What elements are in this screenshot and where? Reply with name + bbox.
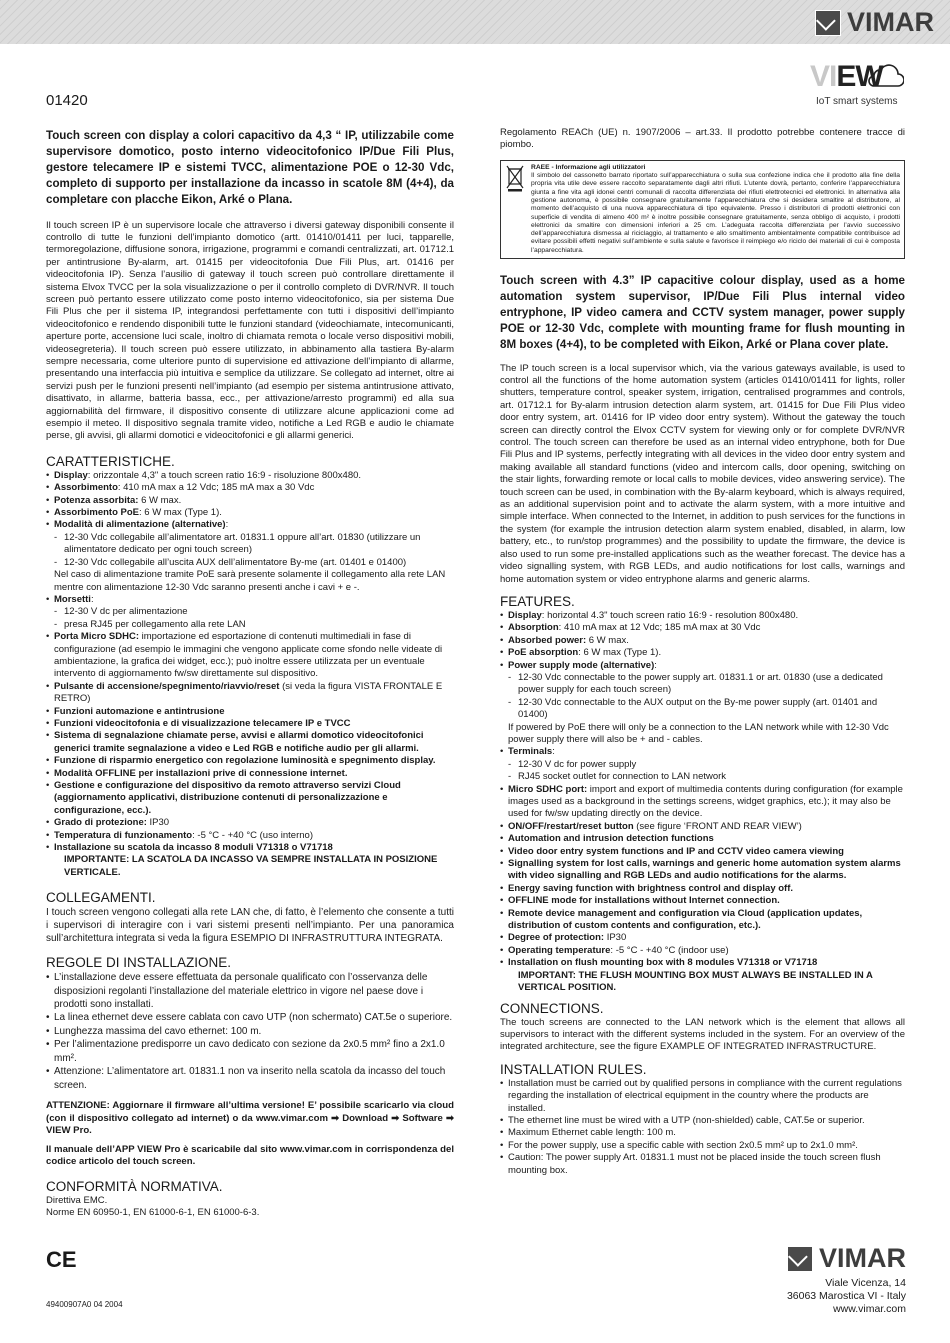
feature-label: Pulsante di accensione/spegnimento/riavvio/reset: [54, 680, 280, 692]
feature-item: [500, 784, 905, 821]
feature-text: 12-30 Vdc collegabile all’alimentatore art. 01831.1 oppure all’art. 01830 (utilizzare un alimentatore dedicato per ogni touch screen): [64, 531, 421, 556]
feature-item: [46, 830, 454, 842]
feature-item: [500, 647, 905, 659]
feature-text: : orizzontale 4,3" a touch screen ratio 16:9 - risoluzione 800x480.: [87, 469, 362, 481]
it-conformity-line: Norme EN 60950-1, EN 61000-6-1, EN 61000-6-3.: [46, 1207, 260, 1219]
rule-item: • The ethernet line must be wired with a UTP (non-shielded) cable, CAT.5e or superior.: [500, 1115, 905, 1127]
feature-text: 12-30 Vdc connectable to the AUX output on the By-me power supply (art. 01401 and 01400): [518, 696, 878, 721]
feature-text: (si veda la figura VISTA FRONTALE E RETRO): [54, 680, 443, 705]
view-tagline: IoT smart systems: [816, 96, 898, 107]
feature-item: [500, 945, 905, 957]
feature-label: Modalità OFFLINE per installazioni prive di connessione internet.: [54, 767, 348, 779]
it-connections-heading: COLLEGAMENTI.: [46, 890, 156, 906]
feature-text: 12-30 V dc for power supply: [518, 758, 637, 770]
feature-text: 6 W max.: [586, 634, 629, 646]
feature-text: : horizontal 4.3" touch screen ratio 16:9 - resolution 800x480.: [541, 609, 799, 621]
feature-item: [46, 706, 454, 718]
address-website: www.vimar.com: [833, 1303, 906, 1315]
view-logo: [810, 60, 910, 110]
feature-label: Degree of protection:: [508, 932, 605, 944]
feature-label: Potenza assorbita:: [54, 494, 139, 506]
feature-label: Energy saving function with brightness control and display off.: [508, 882, 794, 894]
feature-text: 6 W max.: [138, 494, 182, 506]
feature-text: :: [90, 593, 94, 605]
feature-label: Gestione e configurazione del dispositivo da remoto attraverso servizi Cloud (aggiornamento applicativi, distribuzione contenuti di personalizzazione e configurazione, ecc.).: [54, 780, 401, 816]
feature-label: Modalità di alimentazione (alternative): [54, 519, 226, 531]
feature-item: [46, 817, 454, 829]
ce-mark: CE: [46, 1247, 77, 1272]
feature-label: IMPORTANT: THE FLUSH MOUNTING BOX MUST ALWAYS BE INSTALLED IN A VERTICAL POSITION.: [518, 969, 873, 994]
rule-item: • Attenzione: L’alimentatore art. 01831.1 non va inserito nella scatola da incasso del touch screen.: [46, 1065, 454, 1092]
raee-title: RAEE - Informazione agli utilizzatori: [531, 163, 646, 171]
it-features-heading: CARATTERISTICHE.: [46, 453, 175, 469]
feature-label: Terminals: [508, 746, 553, 758]
feature-item: [46, 495, 454, 507]
feature-item: [46, 854, 454, 879]
feature-label: IMPORTANTE: LA SCATOLA DA INCASSO VA SEMPRE INSTALLATA IN POSIZIONE VERTICALE.: [64, 854, 438, 878]
feature-label: Morsetti: [54, 593, 91, 605]
feature-item: [46, 557, 454, 569]
feature-item: [500, 932, 905, 944]
feature-text: : 410 mA max at 12 Vdc; 185 mA max at 30 Vdc: [558, 622, 761, 634]
feature-text: (see figure ‘FRONT AND REAR VIEW’): [633, 820, 802, 832]
rule-item: • Lunghezza massima del cavo ethernet: 100 m.: [46, 1025, 454, 1038]
feature-label: Absorbed power:: [508, 634, 587, 646]
vimar-mark-icon: [787, 1246, 813, 1272]
en-title: Touch screen with 4.3” IP capacitive colour display, used as a home automation system supervisor, IP/Due Fili Plus internal video entryphone, IP video camera and CCTV system manager, power supply POE or 12-30 Vdc, complete with mounting frame for flush mounting in 8M boxes (4+4), to be completed with Eikon, Arké or Plana cover plate.: [500, 274, 905, 351]
feature-item: [46, 681, 454, 706]
feature-item: [46, 842, 454, 854]
raee-box: [500, 160, 905, 259]
crossed-bin-icon: [505, 164, 525, 192]
feature-item: [500, 635, 905, 647]
feature-item: [46, 755, 454, 767]
feature-item: [500, 746, 905, 758]
feature-item: [500, 622, 905, 634]
feature-label: Micro SDHC port:: [508, 783, 588, 795]
feature-label: Sistema di segnalazione chiamate perse, avvisi e allarmi domotico videocitofonici generici tramite segnalazione a video e Led RGB e notifiche audio per gli allarmi.: [54, 730, 424, 754]
vimar-wordmark: VIMAR: [847, 7, 934, 37]
feature-label: Operating temperature: [508, 944, 611, 956]
feature-item: [46, 730, 454, 755]
rule-item: • For the power supply, use a specific cable with section 2x0.5 mm² up to 2x1.0 mm².: [500, 1140, 905, 1152]
it-intro: Il touch screen IP è un supervisore locale che attraverso i diversi gateway disponibili consente il controllo di tutte le funzioni dell’impianto domotico (artt. 01410/01411 per luci, tapparelle, termoregolazione, diffusione sonora, irrigazione, programmi e comandi centralizzati, art. 01712.1 per antintrusione By-alarm, art. 01415 per videocitofonia Due Fili Plus, art. 01416 per videocitofonia IP). Senza l’ausilio di gateway il touch screen può controllare direttamente il sistema Elvox TVCC per la sola visualizzazione o per il controllo completo di DVR/NVR. Il touch screen può pertanto essere utilizzato come posto interno videocitofonico, sia per sistema Due Fili Plus che per il sistema IP, integrandosi perfettamente con tutti i dispositivi dell’impianto videocitofonico e rendendo disponibili tutte le funzioni standard (videochiamate, intecomunicanti, aperture porte, accensione luci scale, inoltro di chiamata remota o locale verso dispositivi mobili, videosegreteria). Il touch screen può essere utilizzato, in abbinamento alla tastiera By-alarm sempre necessaria, come ulteriore punto di supervisione ed attivazione dell’impianto di allarme, presentando una interfaccia più intuitiva e semplice da utilizzare. Se collegato ad internet, oltre ai servizi push per le funzioni presenti nell’impianto (ad esempio per sistema antintrusione attivato, disattivato, in allarme, batteria bassa, ecc., per attivazione/arresto programmi) ed alla sua aggiornabilità del firmware, il dispositivo consente di utilizzare alcune applicazioni come ad esempio il meteo. Il dispositivo segnala tramite video, notifiche a Led RGB e audio le chiamate perse, gli avvisi, gli allarmi domotici e videocitofonici e gli allarmi generici.: [46, 219, 454, 442]
feature-label: Display: [508, 609, 542, 621]
en-features-list: [500, 610, 905, 995]
feature-item: [46, 718, 454, 730]
feature-item: [500, 697, 905, 722]
feature-item: [500, 722, 905, 747]
en-intro: The IP touch screen is a local supervisor which, via the various gateways available, is used to control all the functions of the home automation system (articles 01410/01411 for lights, roller shutters, temperature control, speaker system, irrigation, centralised programmes and controls, art. 01712.1 for By-alarm intrusion detection alarm system, art. 01415 for Due Fili Plus video door entry system, art. 01416 for IP video door entry system). Without the gateway the touch screen can directly control the Elvox CCTV system for viewing only or for complete DVR/NVR control. The touch screen can therefore be used as an internal video entryphone, both for Due Fili Plus and IP systems, perfectly integrating with all devices in the video door entry system and making available all standard functions (video and intercom calls, door opening, switching on the stair lights, forwarding remote or local calls to mobile devices, video answering service). The touch screen can be used, in combination with the By-alarm keyboard, which is always required, as an additional supervision point and to activate the alarm system, with a more intuitive and simple interface. When connected to the Internet, in addition to push services for the functions in the system (for example the intrusion detection alarm system enabled, disabled, in alarm, low battery, etc., to run/stop programmes) and the possibility to update the firmware, the device is also used to run some pre-installed applications such as the weather forecast. The device has a video signalling system, with RGB LEDs, and audio notifications for lost calls, warnings and home automation system or video entryphone alarms and generic alarms.: [500, 362, 905, 585]
feature-item: [500, 858, 905, 883]
feature-text: importazione ed esportazione di contenuti multimediali in fase di configurazione (ad esempio le immagini che vengono applicate come sfondo nelle videate di ambientazione, la grafica dei widget, ecc.); può inoltre essere utilizzata per un eventuale intervento di aggiornamento fw/sw direttamente sul dispositivo.: [54, 631, 443, 680]
feature-label: Power supply mode (alternative): [508, 659, 655, 671]
feature-item: [500, 660, 905, 672]
raee-text: Il simbolo del cassonetto barrato riportato sull’apparecchiatura o sulla sua confezione indica che il prodotto alla fine della propria vita utile deve essere raccolto separatamente dagli altri rifiuti. L’utente dovrà, pertanto, conferire l’apparecchiatura giunta a fine vita agli idonei centri comunali di raccolta differenziata dei rifiuti elettrotecnici ed elettronici. In alternativa alla gestione autonoma, è possibile consegnare gratuitamente l’apparecchiatura che si desidera smaltire al distributore, al momento dell’acquisto di una nuova apparecchiatura di tipo equivalente. Presso i distributori di prodotti elettronici con superficie di vendita di almeno 400 m² è inoltre possibile consegnare gratuitamente, senza obbligo di acquisto, i prodotti elettronici da smaltire con dimensioni inferiori a 25 cm. L’adeguata raccolta differenziata per l’avvio successivo dell’apparecchiatura dismessa al riciclaggio, al trattamento e allo smaltimento ambientalmente compatibile contribuisce ad evitare possibili effetti negativi sull’ambiente e sulla salute e favorisce il reimpiego e/o riciclo dei materiali di cui è composta l’apparecchiatura.: [531, 172, 900, 254]
feature-label: OFFLINE mode for installations without Internet connection.: [508, 895, 780, 907]
feature-text: : -5 °C - +40 °C (indoor use): [610, 944, 729, 956]
feature-item: [500, 970, 905, 995]
rule-item: • Per l’alimentazione predisporre un cavo dedicato con sezione da 2x0.5 mm² fino a 2x1.0 mm².: [46, 1038, 454, 1065]
feature-text: :: [552, 746, 555, 758]
feature-item: [46, 780, 454, 817]
rule-item: • La linea ethernet deve essere cablata con cavo UTP (non schermato) CAT.5e o superiore.: [46, 1011, 454, 1024]
feature-item: [500, 883, 905, 895]
feature-label: Grado di protezione:: [54, 817, 147, 829]
feature-item: [500, 908, 905, 933]
feature-text: import and export of multimedia contents during configuration (for example images used as a background in the settings screens, widget graphics, etc.); it may also be used for fw/sw updating directly on the device.: [508, 783, 903, 820]
italian-column: [46, 128, 454, 1220]
feature-label: Temperatura di funzionamento: [54, 829, 193, 841]
feature-label: Automation and intrusion detection functions: [508, 833, 714, 845]
feature-text: 12-30 Vdc collegabile all’uscita AUX dell’alimentatore By-me (art. 01401 e 01400): [64, 556, 407, 568]
it-title: Touch screen con display a colori capacitivo da 4,3 “ IP, utilizzabile come supervisore domotico, posto interno videocitofonico IP/Due Fili Plus, gestore telecamere IP e sistemi TVCC, alimentazione POE o 12-30 Vdc, completo di supporto per installazione da incasso in scatole 8M (4+4), da completare con placche Eikon, Arké o Plana.: [46, 129, 454, 206]
feature-label: Porta Micro SDHC:: [54, 631, 139, 643]
feature-item: [500, 833, 905, 845]
address-line: 36063 Marostica VI - Italy: [786, 1290, 906, 1302]
feature-text: 12-30 Vdc connectable to the power supply art. 01831.1 or art. 01830 (use a dedicated power supply for each touch screen): [518, 671, 883, 696]
en-connections-heading: CONNECTIONS.: [500, 1000, 604, 1016]
rule-item: • L’installazione deve essere effettuata da personale qualificato con l’osservanza delle disposizioni regolanti l’installazione del materiale elettrico in vigore nel paese dove i prodotti sono installati.: [46, 971, 454, 1011]
feature-text: presa RJ45 per collegamento alla rete LAN: [64, 618, 246, 630]
feature-text: : 6 W max (Type 1).: [578, 647, 662, 659]
feature-item: [500, 846, 905, 858]
feature-item: [46, 619, 454, 631]
feature-item: [500, 610, 905, 622]
feature-label: Video door entry system functions and IP and CCTV video camera viewing: [508, 845, 844, 857]
feature-label: Funzioni videocitofonia e di visualizzazione telecamere IP e TVCC: [54, 717, 351, 729]
vimar-logo-footer: [787, 1243, 906, 1274]
company-address: [787, 1277, 906, 1316]
en-connections-text: The touch screens are connected to the LAN network which is the element that allows all supervisors to interact with the different systems included in the system. For an overview of the integrated architecture, see the figure EXAMPLE OF INTEGRATED INFRASTRUCTURE.: [500, 1016, 905, 1053]
feature-label: Assorbimento PoE: [54, 507, 139, 519]
view-wordmark-light: VI: [810, 60, 837, 93]
feature-item: [46, 532, 454, 557]
feature-item: [46, 768, 454, 780]
it-connections-text: I touch screen vengono collegati alla rete LAN che, di fatto, è l’elemento che consente a tutti i supervisori di interagire con i vari sistemi presenti nell’impianto. Per una panoramica sull’architettura integrata si veda la figura ESEMPIO DI INFRASTRUTTURA INTEGRATA.: [46, 907, 454, 945]
feature-item: [500, 672, 905, 697]
view-wordmark-dark: EW: [836, 60, 883, 93]
feature-item: [46, 606, 454, 618]
feature-item: [46, 631, 454, 681]
en-rules-list: [500, 1078, 905, 1177]
reach-note: Regolamento REACh (UE) n. 1907/2006 – art.33. Il prodotto potrebbe contenere tracce di piombo.: [500, 127, 905, 151]
it-rules-list: [46, 971, 454, 1092]
feature-item: [500, 895, 905, 907]
feature-label: Assorbimento: [54, 482, 118, 494]
feature-label: Installazione su scatola da incasso 8 moduli V71318 o V71718: [54, 842, 333, 854]
feature-item: [500, 771, 905, 783]
rule-item: • Installation must be carried out by qualified persons in compliance with the current regulations regarding the installation of electrical equipment in the country where the products are installed.: [500, 1078, 905, 1115]
feature-item: [46, 594, 454, 606]
feature-text: Nel caso di alimentazione tramite PoE sarà presente solamente il collegamento alla rete LAN mentre con alimentazione 12-30 Vdc saranno presenti anche i cavi + e -.: [54, 569, 446, 593]
it-manual-note: Il manuale dell’APP VIEW Pro è scaricabile dal sito www.vimar.com in corrispondenza del codice articolo del touch screen.: [46, 1143, 454, 1168]
it-conformity-heading: CONFORMITÀ NORMATIVA.: [46, 1178, 223, 1194]
en-features-heading: FEATURES.: [500, 593, 575, 609]
vimar-logo: [815, 7, 934, 38]
feature-item: [46, 569, 454, 594]
feature-label: Remote device management and configuration via Cloud (application updates, distribution of custom contents and configuration, etc.).: [508, 907, 863, 932]
feature-item: [500, 759, 905, 771]
feature-text: IP30: [604, 932, 627, 944]
feature-text: : -5 °C - +40 °C (uso interno): [192, 829, 313, 841]
feature-label: ON/OFF/restart/reset button: [508, 820, 634, 832]
vimar-wordmark: VIMAR: [819, 1243, 906, 1273]
it-firmware-warning: ATTENZIONE: Aggiornare il firmware all’ultima versione! E’ possibile scaricarlo via cloud (con il dispositivo collegato ad internet) o da www.vimar.com ➡ Download ➡ Software ➡ VIEW Pro.: [46, 1099, 454, 1137]
feature-item: [46, 470, 454, 482]
rule-item: • Caution: The power supply Art. 01831.1 must not be placed inside the touch screen flush mounting box.: [500, 1152, 905, 1177]
feature-label: PoE absorption: [508, 647, 579, 659]
feature-item: [500, 957, 905, 969]
feature-text: :: [654, 659, 657, 671]
feature-text: 12-30 V dc per alimentazione: [64, 606, 188, 618]
feature-label: Funzione di risparmio energetico con regolazione luminosità e spegnimento display.: [54, 755, 436, 767]
feature-item: [500, 821, 905, 833]
en-rules-heading: INSTALLATION RULES.: [500, 1061, 647, 1077]
feature-text: IP30: [146, 817, 170, 829]
rule-item: • Maximum Ethernet cable length: 100 m.: [500, 1127, 905, 1139]
feature-label: Display: [54, 469, 88, 481]
feature-text: :: [225, 519, 229, 531]
vimar-mark-icon: [815, 10, 841, 36]
feature-text: : 410 mA max a 12 Vdc; 185 mA max a 30 Vdc: [117, 482, 315, 494]
feature-text: If powered by PoE there will only be a connection to the LAN network while with 12-30 Vdc power supply there will also be + and - cables.: [508, 721, 889, 745]
feature-item: [46, 519, 454, 531]
english-column: [500, 127, 905, 1177]
feature-label: Funzioni automazione e antintrusione: [54, 705, 225, 717]
product-code: 01420: [46, 92, 88, 109]
feature-item: [46, 482, 454, 494]
feature-label: Signalling system for lost calls, warnings and generic home automation system alarms with video signalling and RGB LEDs and audio notifications for the alarms.: [508, 858, 901, 882]
feature-text: RJ45 socket outlet for connection to LAN network: [518, 771, 727, 783]
feature-text: : 6 W max (Type 1).: [139, 507, 222, 519]
feature-item: [46, 507, 454, 519]
feature-label: Absorption: [508, 622, 559, 634]
it-features-list: [46, 470, 454, 879]
document-number: 49400907A0 04 2004: [46, 1300, 123, 1309]
cloud-icon: [868, 62, 904, 88]
it-rules-heading: REGOLE DI INSTALLAZIONE.: [46, 955, 232, 971]
feature-label: Installation on flush mounting box with 8 modules V71318 or V71718: [508, 957, 818, 969]
it-conformity-line: Direttiva EMC.: [46, 1194, 108, 1206]
address-line: Viale Vicenza, 14: [825, 1277, 906, 1289]
header-band: [0, 0, 950, 44]
